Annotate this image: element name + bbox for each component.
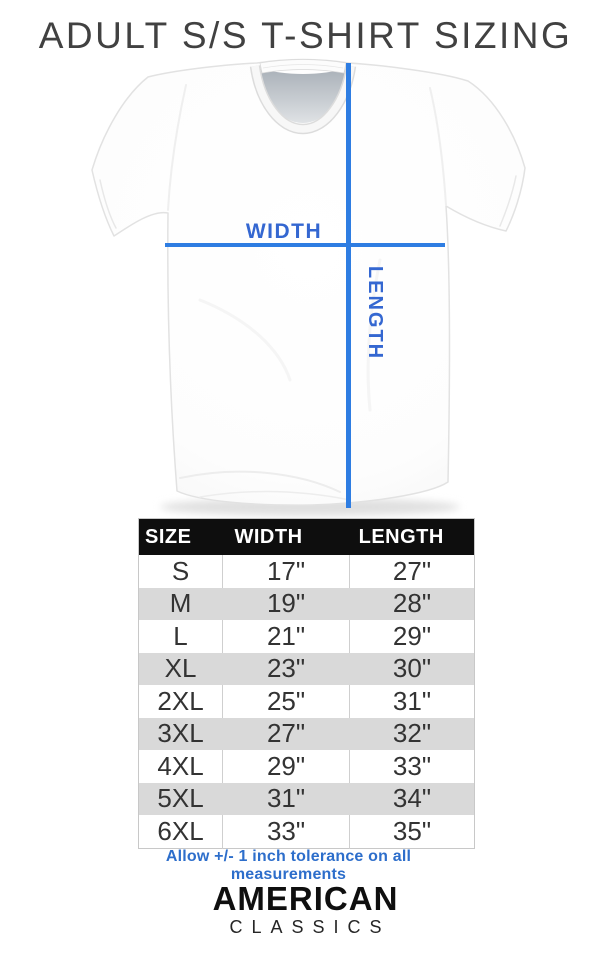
size-cell: 3XL [157, 718, 204, 749]
width-cell: 23" [223, 653, 350, 686]
width-cell: 25" [223, 685, 350, 718]
length-label: LENGTH [364, 265, 386, 361]
width-cell: 21" [223, 620, 350, 653]
length-cell: 35" [349, 815, 474, 848]
length-column-header: LENGTH [349, 519, 474, 556]
width-label: WIDTH [245, 220, 323, 243]
size-cell: 2XL [157, 685, 204, 716]
size-table-body [139, 555, 475, 848]
brand-logo [0, 882, 611, 938]
size-cell: L [173, 620, 188, 651]
width-cell: 33" [223, 815, 350, 848]
table-row [139, 685, 475, 718]
tolerance-note: Allow +/- 1 inch tolerance on all measurements [165, 848, 412, 883]
table-row [139, 783, 475, 816]
table-row [139, 588, 475, 621]
width-column-header: WIDTH [223, 519, 350, 556]
page-title: ADULT S/S T-SHIRT SIZING [38, 15, 573, 56]
brand-name-secondary: CLASSICS [229, 917, 391, 937]
width-cell: 31" [223, 783, 350, 816]
width-cell: 17" [223, 555, 350, 588]
length-measure-line [346, 63, 351, 508]
size-cell: XL [164, 653, 197, 684]
size-cell: S [171, 555, 190, 586]
size-cell: M [169, 588, 192, 619]
length-cell: 29" [349, 620, 474, 653]
width-cell: 19" [223, 588, 350, 621]
table-row [139, 555, 475, 588]
table-row [139, 718, 475, 751]
size-table-header [139, 519, 475, 556]
size-column-header: SIZE [139, 519, 223, 556]
length-cell: 31" [349, 685, 474, 718]
width-measure-line [165, 243, 445, 247]
size-cell: 6XL [157, 815, 204, 846]
length-cell: 32" [349, 718, 474, 751]
length-cell: 27" [349, 555, 474, 588]
table-row [139, 653, 475, 686]
size-cell: 5XL [157, 783, 204, 814]
length-cell: 34" [349, 783, 474, 816]
size-table [138, 518, 475, 849]
length-cell: 28" [349, 588, 474, 621]
width-cell: 29" [223, 750, 350, 783]
length-cell: 33" [349, 750, 474, 783]
length-cell: 30" [349, 653, 474, 686]
table-row [139, 620, 475, 653]
header-row [139, 519, 475, 556]
brand-name-primary: AMERICAN [212, 880, 399, 917]
table-row [139, 750, 475, 783]
size-cell: 4XL [157, 750, 204, 781]
table-row [139, 815, 475, 848]
width-cell: 27" [223, 718, 350, 751]
